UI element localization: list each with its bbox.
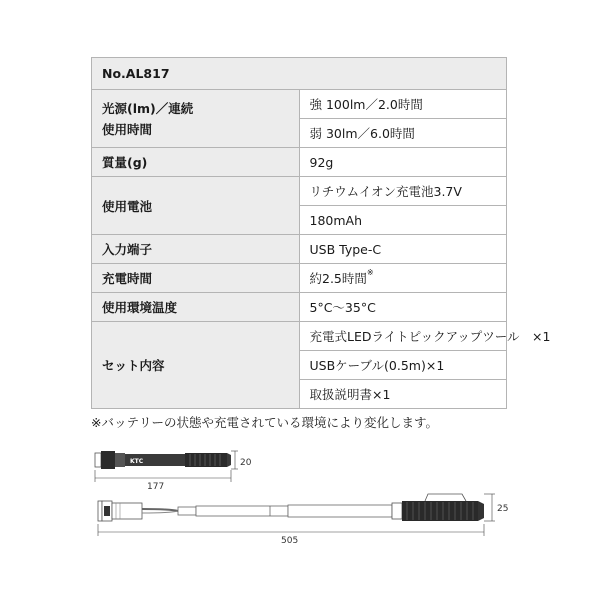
spec-value-text: 5°C〜35°C: [309, 300, 376, 315]
product-dimension-drawing: [0, 440, 600, 600]
spec-label-line: セット内容: [102, 358, 165, 373]
spec-row: [92, 322, 507, 351]
spec-label: [92, 148, 300, 177]
spec-label-line: 使用環境温度: [102, 300, 178, 315]
spec-value: [299, 119, 507, 148]
footnote-mark: ※: [366, 268, 374, 277]
spec-value-text: 取扱説明書×1: [309, 387, 391, 402]
spec-value: [299, 322, 551, 351]
spec-row: [92, 90, 507, 119]
footnote: ※バッテリーの状態や充電されている環境により変化します。: [91, 415, 438, 430]
spec-value: [299, 293, 507, 322]
spec-row: [92, 148, 507, 177]
spec-label-line: 質量(g): [102, 155, 148, 170]
spec-label-line: 入力端子: [102, 242, 153, 257]
spec-label: [92, 264, 300, 293]
spec-value-text: 弱 30lm／6.0時間: [309, 126, 415, 141]
spec-row: [92, 235, 507, 264]
spec-value-text: 180mAh: [309, 212, 363, 228]
spec-label: [92, 293, 300, 322]
spec-value: [299, 177, 507, 206]
spec-row: [92, 293, 507, 322]
spec-value-text: 充電式LEDライトピックアップツール ×1: [309, 329, 551, 344]
spec-value: [299, 206, 507, 235]
spec-value-text: 強 100lm／2.0時間: [309, 97, 423, 112]
height-25-label: 25: [497, 504, 509, 514]
spec-value: [299, 264, 507, 293]
length-505-label: 505: [281, 536, 299, 546]
spec-row: [92, 177, 507, 206]
spec-header-row: [92, 58, 507, 90]
spec-label: [92, 235, 300, 264]
spec-label-line: 使用電池: [102, 198, 153, 214]
spec-label-line: 充電時間: [102, 271, 153, 286]
spec-value: [299, 380, 507, 409]
spec-value: [299, 90, 507, 119]
spec-row: [92, 264, 507, 293]
height-20-label: 20: [240, 458, 252, 468]
spec-label: [92, 90, 300, 148]
spec-value-text: 約2.5時間: [309, 271, 367, 286]
spec-value: [299, 235, 507, 264]
spec-value-text: USB Type-C: [309, 241, 382, 257]
spec-label-line: 使用時間: [102, 122, 153, 137]
spec-value-text: リチウムイオン充電池3.7V: [309, 184, 462, 199]
spec-label: [92, 322, 300, 409]
spec-value: [299, 148, 507, 177]
ktc-logo: KTC: [130, 458, 144, 465]
spec-label-line: 光源(lm)／連続: [102, 101, 194, 116]
spec-table: [91, 57, 551, 409]
tool-collapsed-drawing: [95, 451, 231, 469]
tool-extended-drawing: [98, 494, 484, 521]
spec-value-text: 92g: [309, 154, 334, 170]
spec-label: [92, 177, 300, 235]
spec-value-text: USBケーブル(0.5m)×1: [309, 358, 445, 373]
model-number: No.AL817: [92, 58, 507, 90]
spec-value: [299, 351, 507, 380]
length-177-label: 177: [147, 482, 165, 492]
